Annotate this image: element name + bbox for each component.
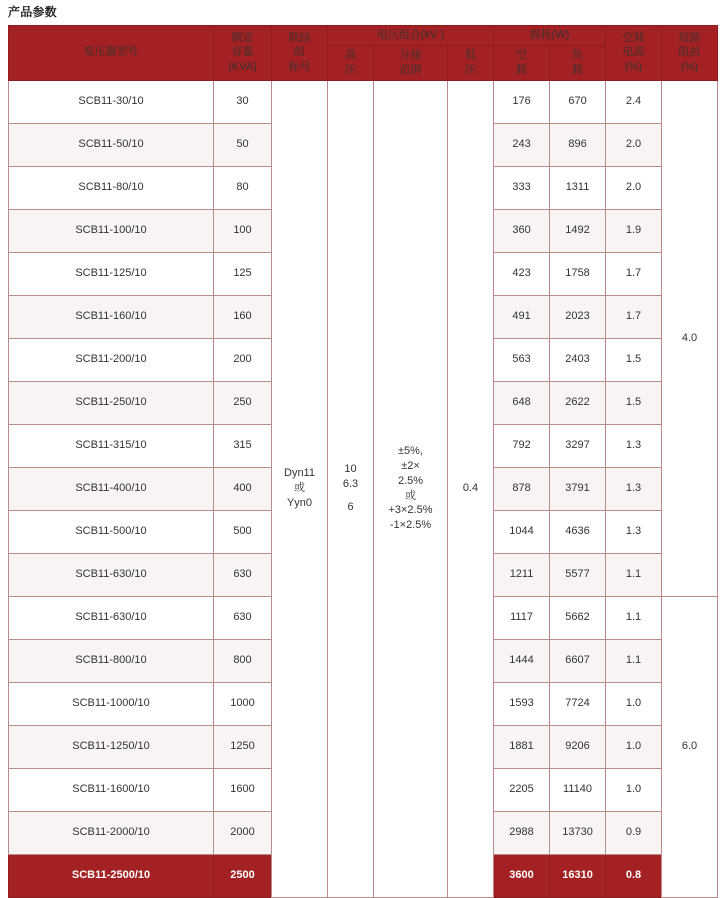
header-voltage-tap [374,45,448,80]
voltage-high-spacer [329,492,372,500]
header-loss-noload-line-2: 载 [516,63,528,76]
cell-loss-noload: 1117 [494,596,550,639]
voltage-tap-line-1: ±5%, [398,445,423,457]
cell-noload-current: 2.0 [606,166,662,209]
cell-voltage-tap-merged [374,80,448,897]
cell-loss-load: 11140 [550,768,606,811]
table-head [9,26,718,81]
cell-noload-current: 1.0 [606,682,662,725]
header-voltage-group: 电压组合(kV ) [328,26,494,46]
cell-loss-load: 7724 [550,682,606,725]
cell-noload-current: 1.7 [606,295,662,338]
cell-noload-current: 1.9 [606,209,662,252]
cell-loss-load: 6607 [550,639,606,682]
cell-capacity: 630 [214,596,272,639]
header-capacity [214,26,272,81]
cell-model: SCB11-200/10 [9,338,214,381]
cell-noload-current: 1.3 [606,424,662,467]
cell-capacity: 500 [214,510,272,553]
cell-noload-current: 2.4 [606,80,662,123]
header-noload-current-line-1: 空载 [622,31,645,44]
header-connection [272,26,328,81]
cell-loss-load: 5577 [550,553,606,596]
cell-capacity: 100 [214,209,272,252]
header-capacity-line-3: (KVA) [228,61,257,74]
header-capacity-line-2: 容量 [231,46,254,59]
cell-loss-noload: 1881 [494,725,550,768]
cell-loss-noload: 648 [494,381,550,424]
cell-capacity: 200 [214,338,272,381]
page-title: 产品参数 [8,5,57,19]
header-impedance-line-2: 阻抗 [678,46,701,59]
cell-model: SCB11-125/10 [9,252,214,295]
cell-noload-current: 1.0 [606,768,662,811]
cell-loss-noload: 1593 [494,682,550,725]
cell-loss-load: 5662 [550,596,606,639]
cell-loss-noload: 792 [494,424,550,467]
cell-loss-noload: 360 [494,209,550,252]
cell-loss-load: 2023 [550,295,606,338]
cell-capacity: 2000 [214,811,272,854]
cell-impedance-merged-top: 4.0 [662,80,718,596]
cell-model: SCB11-2500/10 [9,854,214,897]
cell-model: SCB11-500/10 [9,510,214,553]
cell-loss-load: 1311 [550,166,606,209]
header-noload-current [606,26,662,81]
header-loss-load [550,45,606,80]
cell-loss-load: 670 [550,80,606,123]
voltage-high-line-2: 6.3 [342,478,359,491]
cell-loss-noload: 2988 [494,811,550,854]
cell-loss-load: 3791 [550,467,606,510]
cell-capacity: 2500 [214,854,272,897]
cell-capacity: 800 [214,639,272,682]
cell-capacity: 250 [214,381,272,424]
cell-loss-noload: 1211 [494,553,550,596]
cell-model: SCB11-400/10 [9,467,214,510]
cell-loss-noload: 491 [494,295,550,338]
cell-loss-noload: 2205 [494,768,550,811]
cell-voltage-high-merged [328,80,374,897]
cell-capacity: 315 [214,424,272,467]
cell-loss-noload: 1044 [494,510,550,553]
cell-noload-current: 1.3 [606,510,662,553]
cell-loss-noload: 563 [494,338,550,381]
voltage-tap-line-5: +3×2.5% [388,504,433,517]
header-voltage-low [448,45,494,80]
cell-capacity: 1600 [214,768,272,811]
cell-noload-current: 1.1 [606,553,662,596]
header-impedance-line-1: 短路 [678,31,701,44]
parameters-table [8,25,718,898]
cell-voltage-low-merged: 0.4 [448,80,494,897]
cell-capacity: 50 [214,123,272,166]
cell-capacity: 1000 [214,682,272,725]
connection-line-2: 或 [294,482,305,495]
cell-model: SCB11-100/10 [9,209,214,252]
cell-loss-load: 2403 [550,338,606,381]
cell-noload-current: 1.5 [606,338,662,381]
cell-loss-load: 16310 [550,854,606,897]
cell-noload-current: 1.1 [606,596,662,639]
cell-model: SCB11-2000/10 [9,811,214,854]
cell-loss-load: 3297 [550,424,606,467]
header-row-1 [9,26,718,46]
cell-capacity: 30 [214,80,272,123]
cell-loss-load: 9206 [550,725,606,768]
cell-loss-noload: 243 [494,123,550,166]
header-loss-group: 损耗(W) [494,26,606,46]
table-row [9,80,718,123]
header-loss-noload-line-1: 空 [516,48,528,61]
header-impedance [662,26,718,81]
table-body [9,80,718,897]
cell-loss-noload: 878 [494,467,550,510]
cell-model: SCB11-250/10 [9,381,214,424]
cell-model: SCB11-1600/10 [9,768,214,811]
header-voltage-high-line-2: 压 [345,63,356,76]
cell-noload-current: 1.1 [606,639,662,682]
cell-capacity: 400 [214,467,272,510]
cell-loss-noload: 176 [494,80,550,123]
cell-model: SCB11-1250/10 [9,725,214,768]
header-voltage-high [328,45,374,80]
cell-impedance-merged-bottom: 6.0 [662,596,718,897]
cell-capacity: 630 [214,553,272,596]
header-connection-line-3: 标号 [288,61,311,74]
cell-connection-merged [272,80,328,897]
cell-model: SCB11-315/10 [9,424,214,467]
header-loss-noload [494,45,550,80]
cell-noload-current: 1.5 [606,381,662,424]
voltage-tap-line-4: 或 [405,489,416,502]
voltage-tap-line-2: ±2× [401,459,420,472]
header-loss-load-line-1: 负 [572,48,584,61]
cell-noload-current: 2.0 [606,123,662,166]
cell-model: SCB11-630/10 [9,553,214,596]
voltage-tap-line-6: -1×2.5% [389,519,432,532]
cell-noload-current: 1.7 [606,252,662,295]
header-connection-line-1: 联结 [288,31,311,44]
header-impedance-line-3: (%) [680,61,699,74]
voltage-high-line-1: 10 [344,463,357,476]
connection-line-3: Yyn0 [286,496,313,509]
cell-noload-current: 0.9 [606,811,662,854]
voltage-high-line-3: 6 [347,500,354,513]
header-voltage-high-line-1: 高 [345,48,356,61]
cell-noload-current: 0.8 [606,854,662,897]
cell-capacity: 80 [214,166,272,209]
header-voltage-low-line-1: 低 [465,48,476,61]
cell-capacity: 125 [214,252,272,295]
cell-noload-current: 1.0 [606,725,662,768]
connection-line-1: Dyn11 [284,467,315,480]
cell-capacity: 160 [214,295,272,338]
header-noload-current-line-3: (%) [624,61,643,74]
cell-model: SCB11-800/10 [9,639,214,682]
voltage-tap-line-3: 2.5% [397,474,424,487]
header-capacity-line-1: 额定 [231,31,254,44]
header-voltage-tap-line-1: 分接 [399,48,422,61]
cell-loss-noload: 333 [494,166,550,209]
cell-capacity: 1250 [214,725,272,768]
cell-loss-load: 1758 [550,252,606,295]
header-loss-load-line-2: 载 [572,63,584,76]
cell-loss-noload: 1444 [494,639,550,682]
cell-loss-load: 2622 [550,381,606,424]
cell-model: SCB11-1000/10 [9,682,214,725]
header-voltage-tap-line-2: 范围 [399,63,422,76]
header-connection-line-2: 组 [294,46,305,59]
cell-loss-noload: 3600 [494,854,550,897]
cell-model: SCB11-80/10 [9,166,214,209]
cell-loss-load: 13730 [550,811,606,854]
cell-model: SCB11-160/10 [9,295,214,338]
cell-model: SCB11-30/10 [9,80,214,123]
header-voltage-low-line-2: 压 [465,63,476,76]
header-model: 变压器型号 [9,26,214,81]
cell-loss-load: 896 [550,123,606,166]
cell-noload-current: 1.3 [606,467,662,510]
cell-loss-noload: 423 [494,252,550,295]
cell-loss-load: 1492 [550,209,606,252]
cell-loss-load: 4636 [550,510,606,553]
cell-model: SCB11-630/10 [9,596,214,639]
cell-model: SCB11-50/10 [9,123,214,166]
header-noload-current-line-2: 电流 [622,46,645,59]
